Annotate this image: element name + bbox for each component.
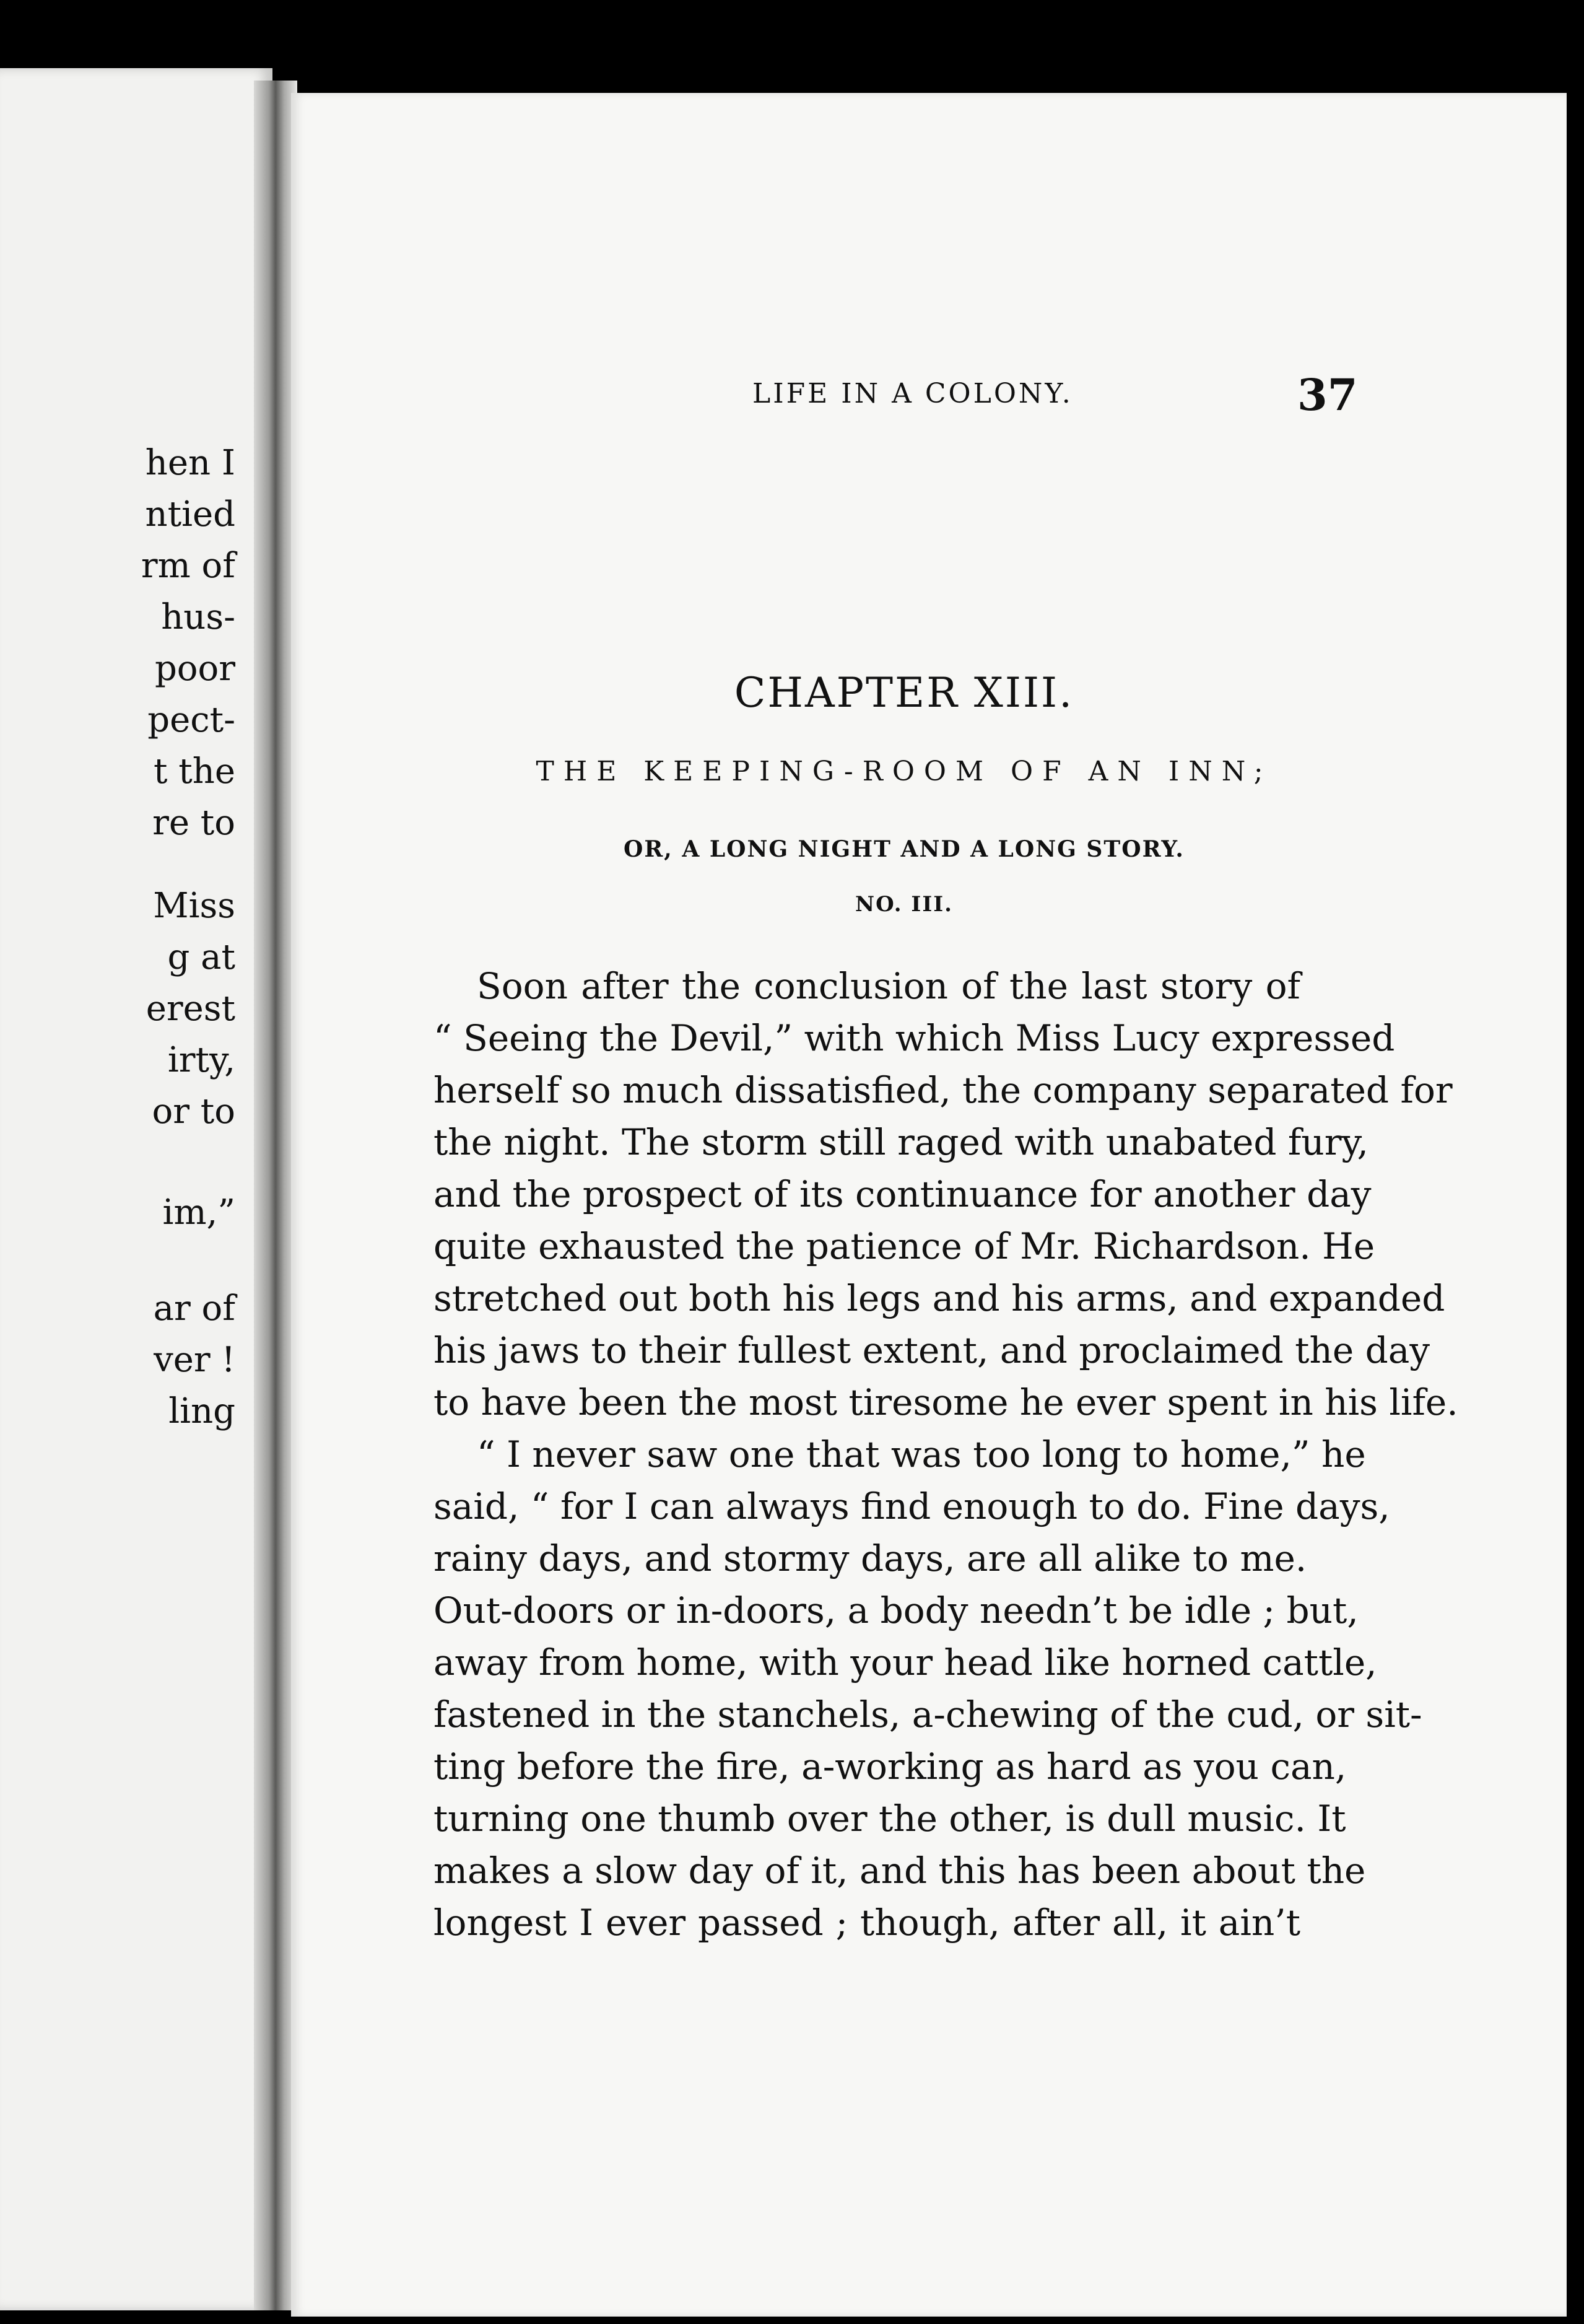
- text-line: the night. The storm still raged with unabated fury,: [433, 1121, 1369, 1163]
- left-page-fragment: re to: [152, 803, 235, 843]
- left-page-fragment: or to: [152, 1091, 235, 1132]
- text-line: Out-doors or in-doors, a body needn’t be idle ; but,: [433, 1589, 1359, 1632]
- text-line: said, “ for I can always find enough to do. Fine days,: [433, 1485, 1390, 1527]
- left-page-fragment: hus-: [161, 597, 235, 637]
- text-line: and the prospect of its continuance for another day: [433, 1173, 1372, 1215]
- left-page-fragment: im,”: [162, 1192, 235, 1233]
- page-number: 37: [1297, 369, 1358, 421]
- running-head: [291, 369, 1567, 427]
- text-line: stretched out both his legs and his arms, and expanded: [433, 1277, 1445, 1319]
- text-line: “ Seeing the Devil,” with which Miss Lucy expressed: [433, 1017, 1395, 1059]
- text-line: to have been the most tiresome he ever spent in his life.: [433, 1381, 1458, 1423]
- text-line: “ I never saw one that was too long to home,” he: [477, 1433, 1366, 1475]
- left-page-fragment: poor: [154, 649, 235, 689]
- text-line: ting before the fire, a-working as hard as you can,: [433, 1745, 1347, 1788]
- body-text: [433, 960, 1458, 1949]
- text-line: away from home, with your head like horned cattle,: [433, 1641, 1377, 1684]
- left-page-fragment: ling: [168, 1391, 235, 1431]
- text-line: rainy days, and stormy days, are all alike to me.: [433, 1537, 1307, 1579]
- text-line: fastened in the stanchels, a-chewing of the cud, or sit-: [433, 1693, 1422, 1736]
- left-page-fragment: ntied: [145, 494, 235, 535]
- left-page-fragment: t the: [153, 751, 235, 792]
- chapter-subtitle: THE KEEPING-ROOM OF AN INN;: [536, 756, 1273, 787]
- left-page-fragment: rm of: [141, 546, 235, 586]
- text-line: quite exhausted the patience of Mr. Richardson. He: [433, 1225, 1375, 1267]
- text-line: his jaws to their fullest extent, and proclaimed the day: [433, 1329, 1430, 1371]
- running-title: LIFE IN A COLONY.: [752, 378, 1073, 409]
- left-page-fragment: irty,: [167, 1040, 235, 1080]
- left-page-fragment: ver !: [154, 1340, 235, 1380]
- left-page-fragment: ar of: [153, 1288, 235, 1329]
- left-page-fragment: pect-: [147, 700, 235, 740]
- current-page: [291, 93, 1567, 2317]
- left-page-fragment: erest: [146, 989, 235, 1029]
- left-page-fragment: g at: [167, 937, 235, 977]
- text-line: Soon after the conclusion of the last story of: [477, 965, 1300, 1007]
- text-line: longest I ever passed ; though, after all, it ain’t: [433, 1902, 1300, 1944]
- text-line: makes a slow day of it, and this has been about the: [433, 1850, 1366, 1892]
- left-page-fragment: hen I: [145, 443, 235, 483]
- chapter-alternate-title: OR, A LONG NIGHT AND A LONG STORY.: [624, 836, 1185, 862]
- part-number: NO. III.: [855, 892, 953, 917]
- previous-page: [0, 68, 272, 2310]
- text-line: turning one thumb over the other, is dull music. It: [433, 1798, 1346, 1840]
- text-line: herself so much dissatisfied, the company separated for: [433, 1069, 1453, 1111]
- left-page-fragment: Miss: [153, 886, 235, 926]
- chapter-title: CHAPTER XIII.: [734, 669, 1074, 717]
